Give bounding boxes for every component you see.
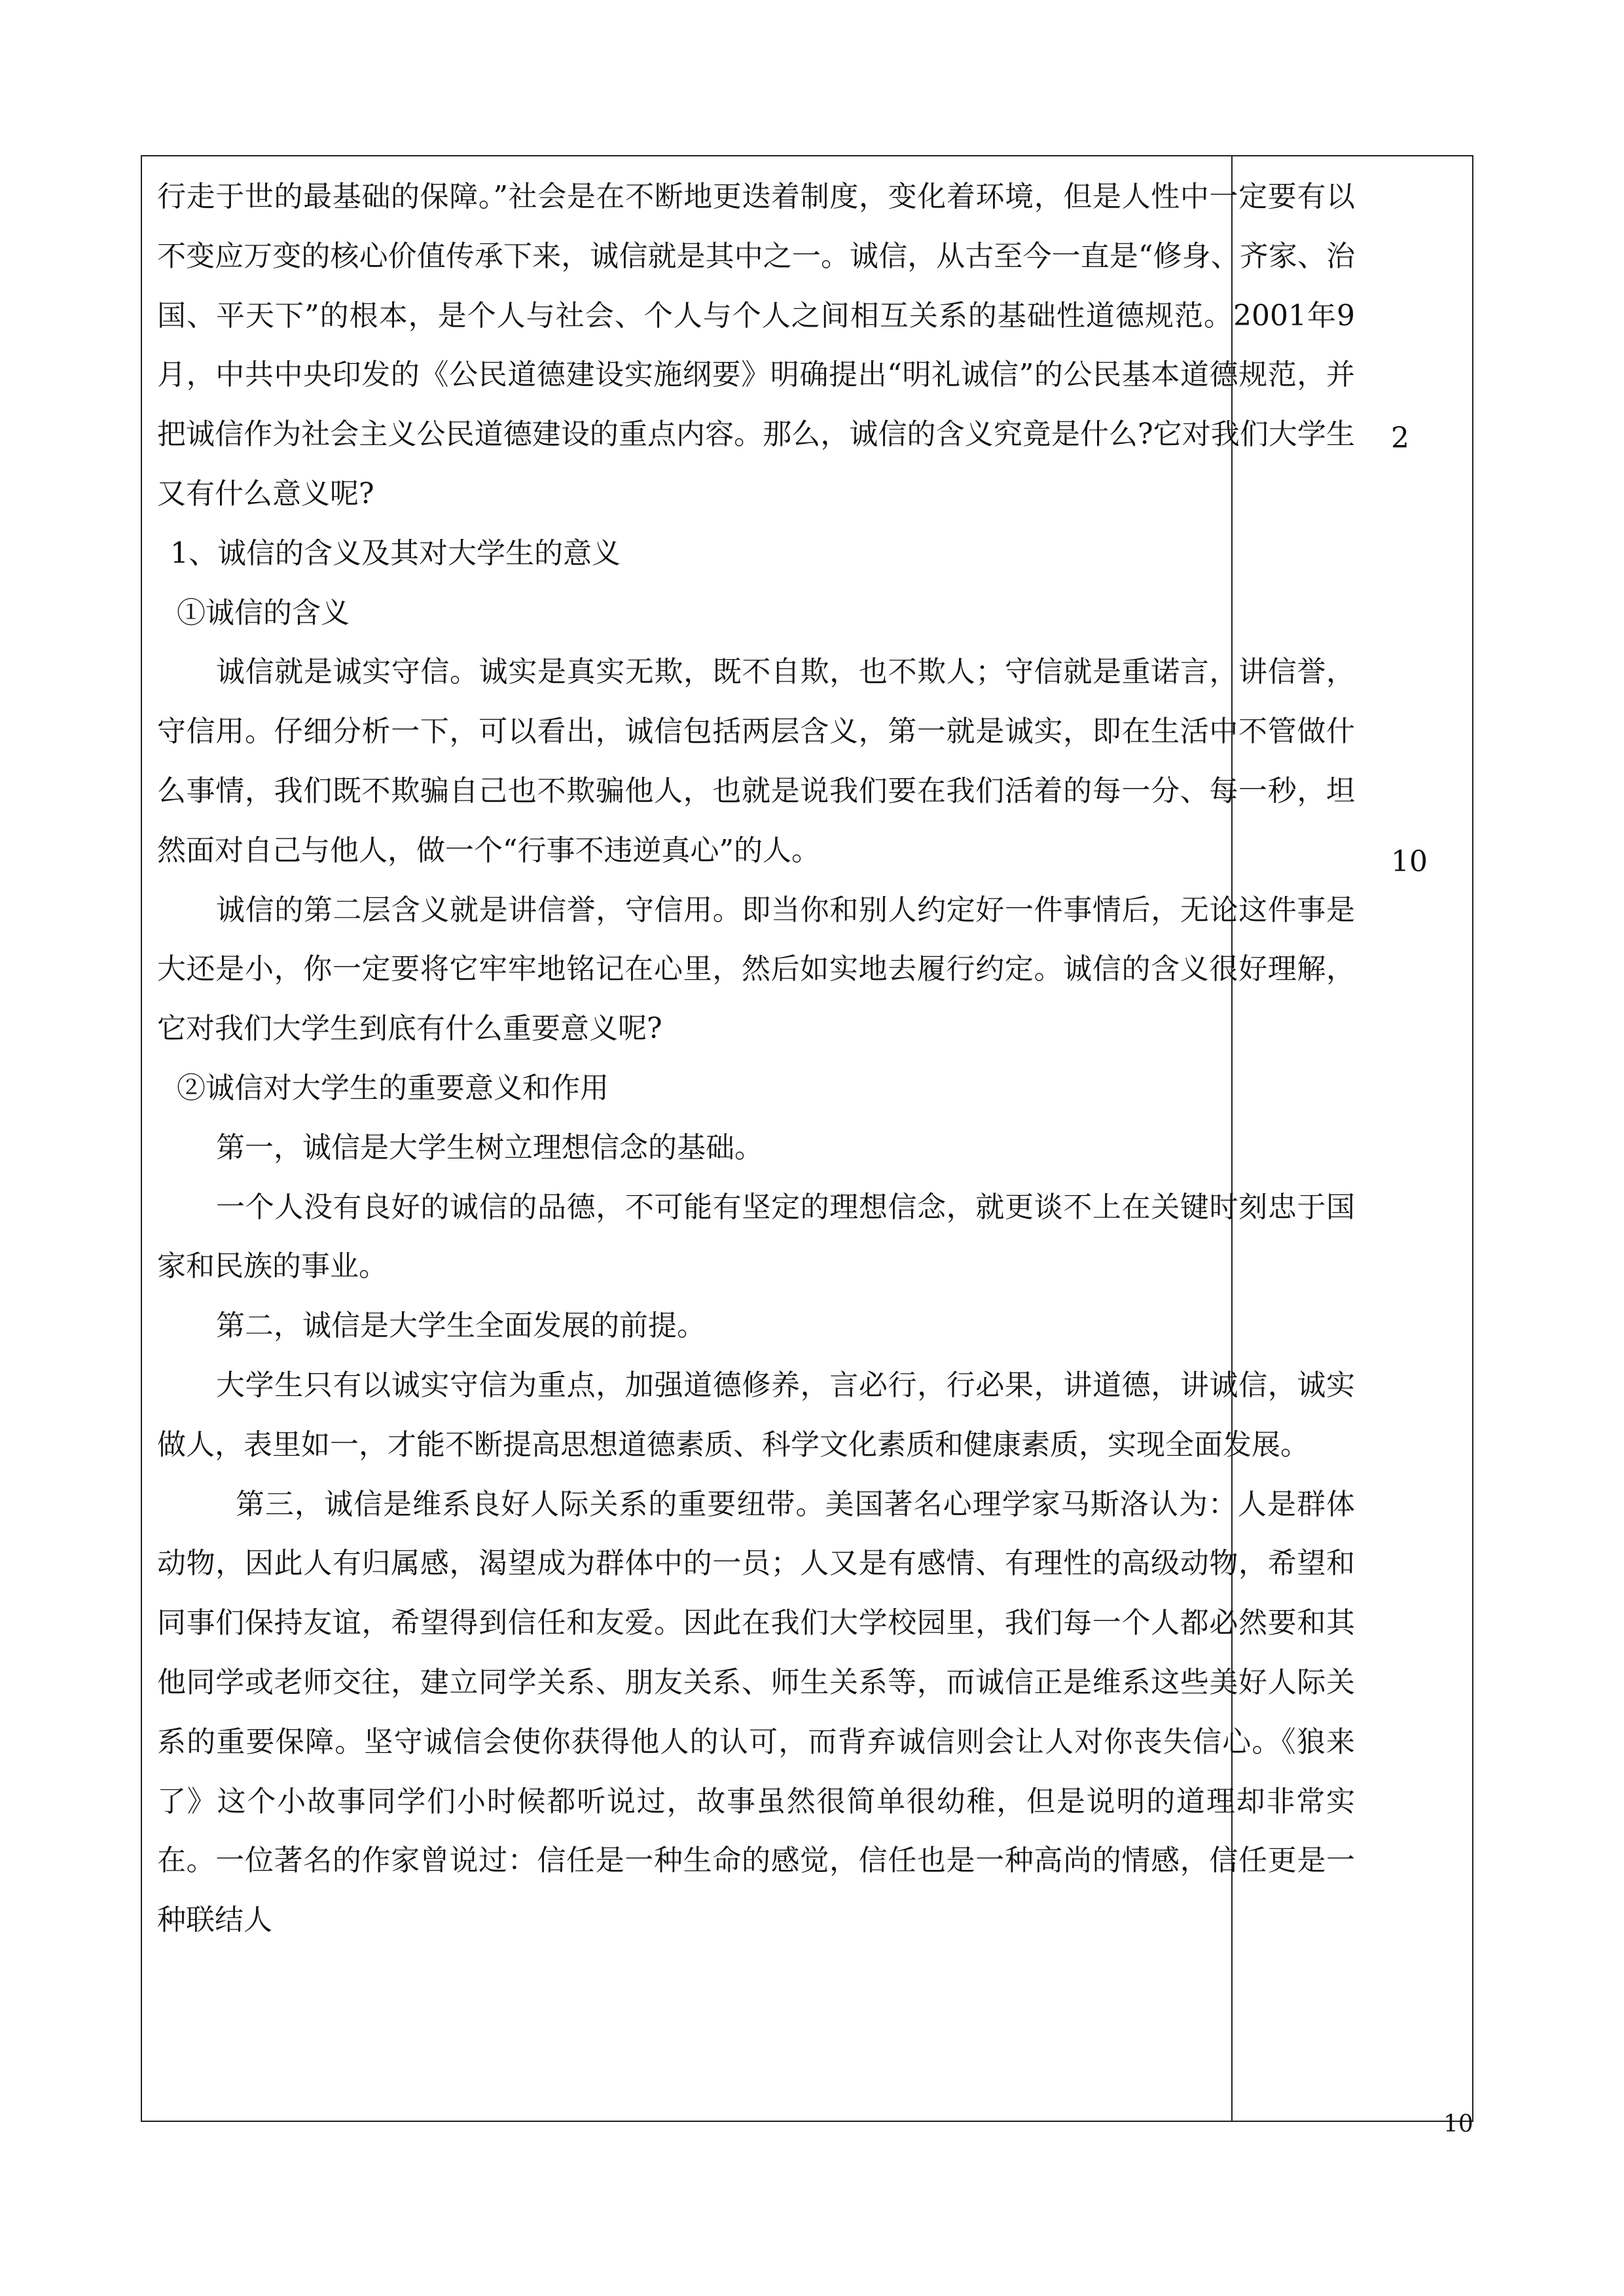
- paragraph-second: 大学生只有以诚实守信为重点，加强道德修养，言必行，行必果，讲道德，讲诚信，诚实做人，表里如一，才能不断提高思想道德素质、科学文化素质和健康素质，实现全面发展。: [157, 1368, 1355, 1462]
- paragraph-meaning-2: 诚信的第二层含义就是讲信誉，守信用。即当你和别人约定好一件事情后，无论这件事是大还是小，你一定要将它牢牢地铭记在心里，然后如实地去履行约定。诚信的含义很好理解，它对我们大学生到底有什么重要意义呢?: [157, 893, 1355, 1046]
- paragraph-third: 第三，诚信是维系良好人际关系的重要纽带。美国著名心理学家马斯洛认为：人是群体动物，因此人有归属感，渴望成为群体中的一员；人又是有感情、有理性的高级动物，希望和同事们保持友谊，希望得到信任和友爱。因此在我们大学校园里，我们每一个人都必然要和其他同学或老师交往，建立同学关系、朋友关系、师生关系等，而诚信正是维系这些美好人际关系的重要保障。坚守诚信会使你获得他人的认可，而背弃诚信则会让人对你丧失信心。《狼来了》这个小故事同学们小时候都听说过，故事虽然很简单很幼稚，但是说明的道理却非常实在。一位著名的作家曾说过：信任是一种生命的感觉，信任也是一种高尚的情感，信任更是一种联结人: [157, 1487, 1355, 1937]
- side-value-2: 2: [1391, 422, 1409, 455]
- point-second: 第二，诚信是大学生全面发展的前提。: [216, 1309, 706, 1343]
- intro-paragraph: 行走于世的最基础的保障。”社会是在不断地更迭着制度，变化着环境，但是人性中一定要有以不变应万变的核心价值传承下来，诚信就是其中之一。诚信，从古至今一直是“修身、齐家、治国、平天下”的根本，是个人与社会、个人与个人之间相互关系的基础性道德规范。2001年9月，中共中央印发的《公民道德建设实施纲要》明确提出“明礼诚信”的公民基本道德规范，并把诚信作为社会主义公民道德建设的重点内容。那么，诚信的含义究竟是什么?它对我们大学生又有什么意义呢?: [157, 180, 1355, 511]
- subheading-significance: ②诚信对大学生的重要意义和作用: [177, 1071, 609, 1105]
- paragraph-first: 一个人没有良好的诚信的品德，不可能有坚定的理想信念，就更谈不上在关键时刻忠于国家和民族的事业。: [157, 1190, 1355, 1283]
- side-value-10: 10: [1391, 845, 1428, 878]
- main-text-cell: [157, 168, 1355, 1950]
- page-number: 10: [1443, 2111, 1473, 2138]
- subheading-meaning: ①诚信的含义: [177, 596, 350, 630]
- paragraph-meaning-1: 诚信就是诚实守信。诚实是真实无欺，既不自欺，也不欺人；守信就是重诺言，讲信誉，守信用。仔细分析一下，可以看出，诚信包括两层含义，第一就是诚实，即在生活中不管做什么事情，我们既不欺骗自己也不欺骗他人，也就是说我们要在我们活着的每一分、每一秒，坦然面对自己与他人，做一个“行事不违逆真心”的人。: [157, 655, 1355, 867]
- section-heading-1: 1、诚信的含义及其对大学生的意义: [170, 536, 621, 570]
- point-first: 第一，诚信是大学生树立理想信念的基础。: [216, 1130, 763, 1164]
